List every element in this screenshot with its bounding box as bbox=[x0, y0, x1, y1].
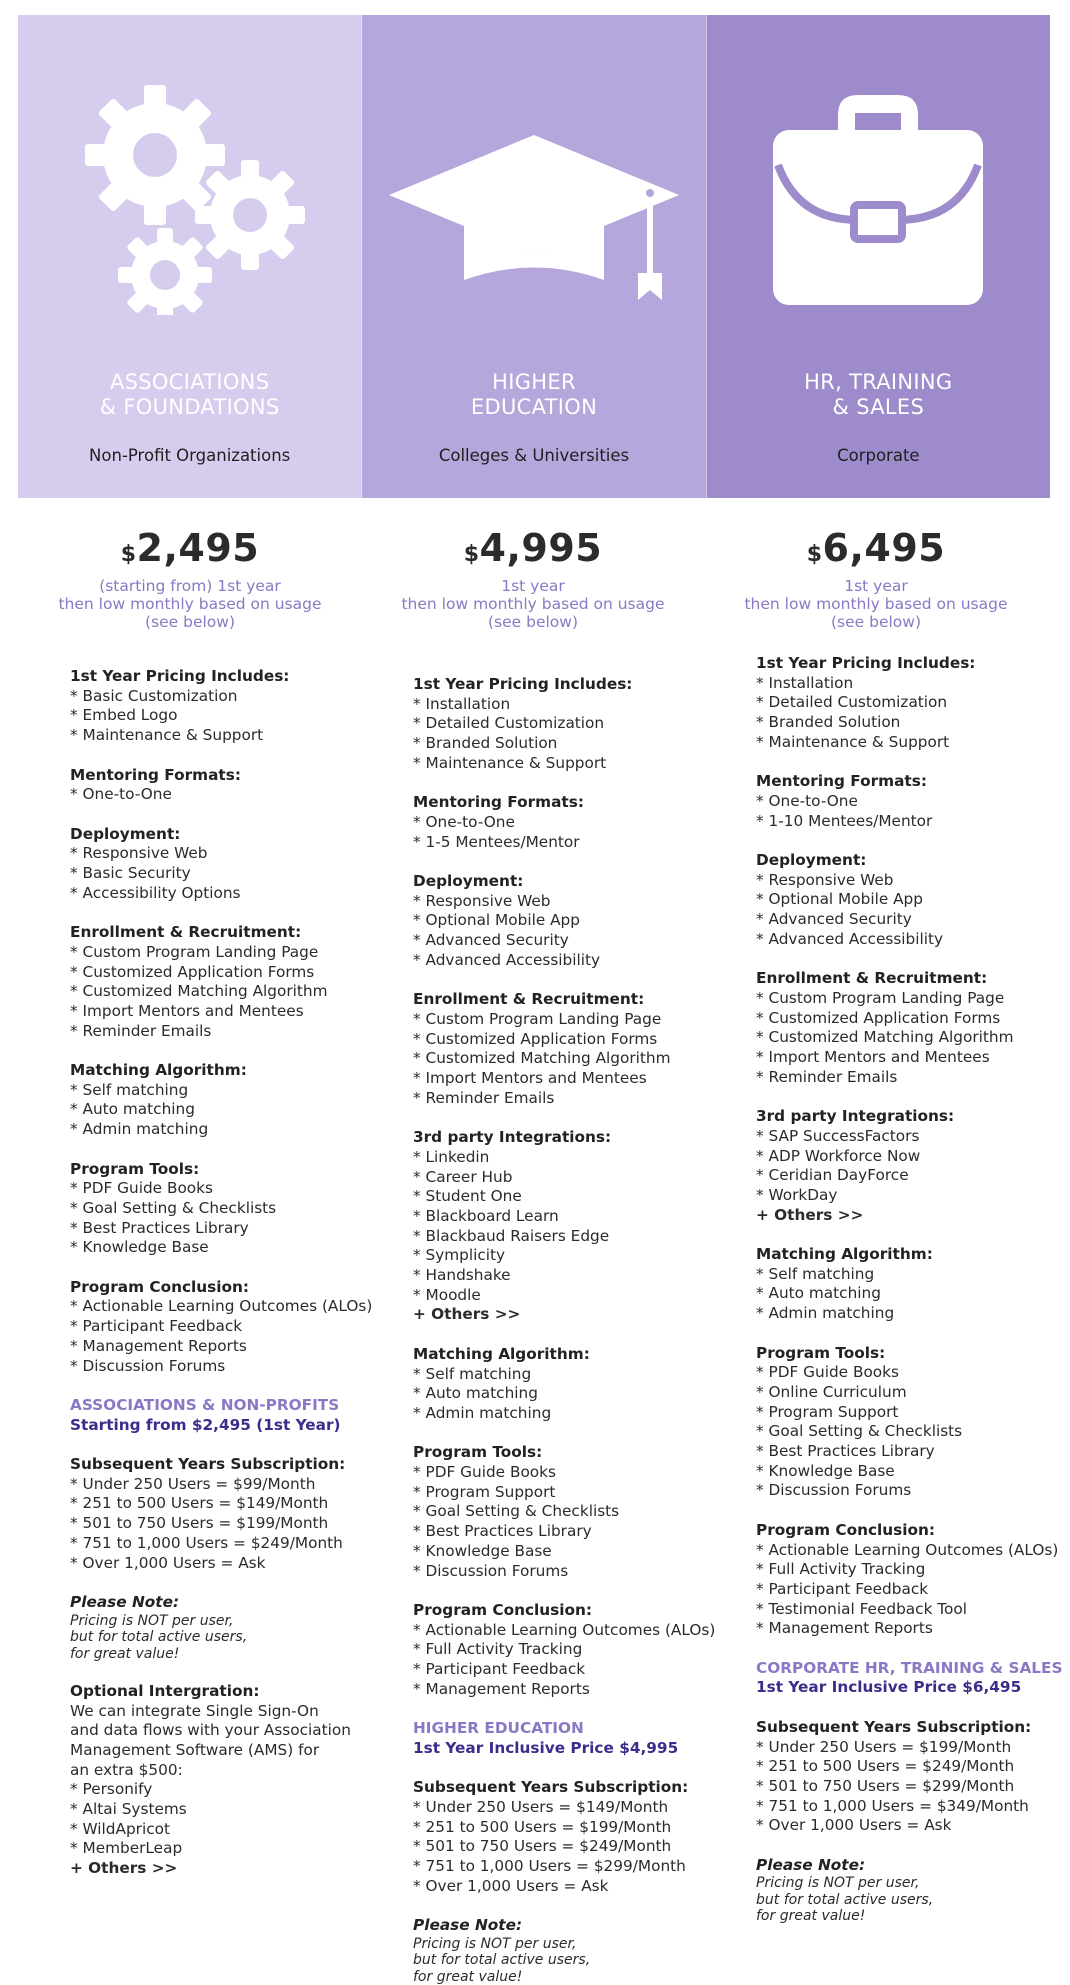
list-item: * Admin matching bbox=[70, 1120, 209, 1139]
list-item: * WorkDay bbox=[756, 1185, 838, 1204]
section-title: Program Conclusion: bbox=[413, 1600, 593, 1619]
list-item: * Blackboard Learn bbox=[413, 1206, 559, 1225]
section-title: Matching Algorithm: bbox=[70, 1061, 247, 1079]
section-title: Subsequent Years Subscription: bbox=[70, 1455, 346, 1473]
list-item: * Actionable Learning Outcomes (ALOs) bbox=[70, 1297, 373, 1316]
list-item: * Custom Program Landing Page bbox=[756, 988, 1005, 1007]
feature-section bbox=[70, 1160, 410, 1259]
list-item: * 251 to 500 Users = $199/Month bbox=[413, 1817, 672, 1836]
list-item: * Testimonial Feedback Tool bbox=[756, 1599, 967, 1618]
hero-title: HIGHER EDUCATION bbox=[470, 370, 598, 419]
list-item: * Auto matching bbox=[413, 1384, 538, 1403]
list-item: * Advanced Accessibility bbox=[413, 950, 601, 969]
list-item: * Goal Setting & Checklists bbox=[756, 1422, 963, 1441]
list-item: * Student One bbox=[413, 1187, 522, 1206]
list-item: * Actionable Learning Outcomes (ALOs) bbox=[756, 1540, 1059, 1559]
list-item: * Management Reports bbox=[413, 1679, 590, 1698]
list-item: * 251 to 500 Users = $149/Month bbox=[70, 1494, 329, 1513]
list-item: * PDF Guide Books bbox=[70, 1179, 213, 1198]
list-item: * Custom Program Landing Page bbox=[413, 1009, 662, 1028]
section-title: Subsequent Years Subscription: bbox=[413, 1778, 689, 1797]
list-item: * Maintenance & Support bbox=[756, 732, 950, 751]
feature-section bbox=[756, 969, 1070, 1087]
price-note: (see below) bbox=[487, 613, 578, 631]
list-item: * 1-5 Mentees/Mentor bbox=[413, 832, 580, 851]
list-item: * Optional Mobile App bbox=[413, 911, 580, 930]
pricing-note bbox=[70, 1593, 410, 1662]
section-title: Deployment: bbox=[70, 824, 181, 843]
section-title: Matching Algorithm: bbox=[756, 1245, 933, 1264]
list-item: * 751 to 1,000 Users = $349/Month bbox=[756, 1796, 1029, 1815]
list-item: * Over 1,000 Users = Ask bbox=[756, 1816, 952, 1835]
list-item: * Best Practices Library bbox=[756, 1442, 935, 1461]
list-item: * Customized Application Forms bbox=[756, 1008, 1001, 1027]
list-item: * Responsive Web bbox=[756, 870, 894, 889]
feature-section bbox=[70, 1278, 410, 1377]
feature-section bbox=[413, 872, 753, 971]
list-item: * Online Curriculum bbox=[756, 1382, 907, 1401]
price: $4,995 bbox=[463, 526, 603, 570]
list-item: * PDF Guide Books bbox=[413, 1463, 556, 1482]
list-item: * 501 to 750 Users = $249/Month bbox=[413, 1837, 672, 1856]
note-line: for great value! bbox=[70, 1645, 180, 1662]
list-item: * MemberLeap bbox=[70, 1839, 183, 1858]
hero-corporate bbox=[707, 15, 1050, 498]
list-item: * ADP Workforce Now bbox=[756, 1146, 921, 1165]
price-note: (see below) bbox=[830, 613, 921, 631]
list-item: * Participant Feedback bbox=[756, 1579, 929, 1598]
list-item: * Auto matching bbox=[70, 1100, 195, 1119]
note-title: Please Note: bbox=[70, 1592, 180, 1611]
price-note: (see below) bbox=[144, 613, 235, 631]
note-line: Pricing is NOT per user, bbox=[756, 1875, 920, 1892]
others-link[interactable]: + Others >> bbox=[756, 1205, 864, 1224]
section-title: Matching Algorithm: bbox=[413, 1344, 590, 1363]
list-item: * Auto matching bbox=[756, 1284, 881, 1303]
feature-section bbox=[413, 1345, 753, 1424]
list-item: * Knowledge Base bbox=[756, 1461, 895, 1480]
section-title: Optional Intergration: bbox=[70, 1681, 260, 1700]
list-item: * Best Practices Library bbox=[70, 1218, 249, 1237]
hero-band bbox=[18, 15, 1050, 498]
list-item: * Management Reports bbox=[70, 1336, 247, 1355]
list-item: * Self matching bbox=[413, 1364, 532, 1383]
others-link[interactable]: + Others >> bbox=[70, 1859, 178, 1878]
list-item: * Installation bbox=[413, 694, 511, 713]
plan-highlight-title: HIGHER EDUCATION bbox=[413, 1719, 584, 1738]
list-item: * Accessibility Options bbox=[70, 883, 241, 902]
list-item: * Over 1,000 Users = Ask bbox=[413, 1876, 609, 1895]
section-title: 1st Year Pricing Includes: bbox=[756, 654, 976, 672]
list-item: * Full Activity Tracking bbox=[413, 1640, 583, 1659]
list-item: * Blackbaud Raisers Edge bbox=[413, 1226, 610, 1245]
list-item: * 1-10 Mentees/Mentor bbox=[756, 811, 933, 830]
list-item: * Detailed Customization bbox=[413, 714, 605, 733]
hero-title: HR, TRAINING & SALES bbox=[804, 370, 953, 419]
section-title: Mentoring Formats: bbox=[413, 793, 584, 812]
list-item: * Knowledge Base bbox=[413, 1541, 552, 1560]
list-item: * Installation bbox=[756, 673, 854, 692]
list-item: * Ceridian DayForce bbox=[756, 1166, 909, 1185]
list-item: * Maintenance & Support bbox=[70, 726, 264, 745]
list-item: * Responsive Web bbox=[413, 891, 551, 910]
graduation-cap-icon bbox=[362, 75, 705, 315]
note-line: but for total active users, bbox=[756, 1891, 934, 1908]
list-item: * Customized Matching Algorithm bbox=[756, 1028, 1014, 1047]
feature-section bbox=[756, 1344, 1070, 1502]
list-item: * 251 to 500 Users = $249/Month bbox=[756, 1757, 1015, 1776]
list-item: * Customized Matching Algorithm bbox=[413, 1049, 671, 1068]
list-item: * Advanced Security bbox=[413, 931, 569, 950]
list-item: * Symplicity bbox=[413, 1246, 506, 1265]
list-item: * 751 to 1,000 Users = $299/Month bbox=[413, 1857, 686, 1876]
section-title: Mentoring Formats: bbox=[70, 765, 241, 784]
list-item: * Best Practices Library bbox=[413, 1522, 592, 1541]
list-item: * Import Mentors and Mentees bbox=[756, 1048, 990, 1067]
list-item: * Management Reports bbox=[756, 1619, 933, 1638]
list-item: * One-to-One bbox=[70, 785, 172, 804]
list-item: * Basic Customization bbox=[70, 686, 238, 705]
feature-section bbox=[756, 851, 1070, 950]
list-item: * Altai Systems bbox=[70, 1800, 187, 1819]
list-item: * Participant Feedback bbox=[413, 1660, 586, 1679]
list-item: * One-to-One bbox=[413, 812, 515, 831]
note-line: for great value! bbox=[756, 1908, 866, 1925]
list-item: * Custom Program Landing Page bbox=[70, 942, 319, 961]
list-item: * Discussion Forums bbox=[756, 1481, 912, 1500]
section-title: Enrollment & Recruitment: bbox=[413, 990, 645, 1009]
list-item: * Goal Setting & Checklists bbox=[413, 1502, 620, 1521]
list-item: * 501 to 750 Users = $199/Month bbox=[70, 1514, 329, 1533]
section-title: Mentoring Formats: bbox=[756, 772, 927, 791]
plan-highlight bbox=[413, 1719, 753, 1758]
list-item: * Goal Setting & Checklists bbox=[70, 1198, 277, 1217]
feature-section bbox=[413, 1443, 753, 1581]
list-item: * 751 to 1,000 Users = $249/Month bbox=[70, 1533, 343, 1552]
section-title: Enrollment & Recruitment: bbox=[756, 969, 988, 988]
feature-section bbox=[756, 654, 1070, 753]
list-item: * Branded Solution bbox=[756, 713, 901, 732]
list-item: * Knowledge Base bbox=[70, 1238, 209, 1257]
list-item: * Reminder Emails bbox=[70, 1021, 212, 1040]
hero-subtitle: Non-Profit Organizations bbox=[89, 446, 291, 465]
list-item: * One-to-One bbox=[756, 791, 858, 810]
list-item: * Over 1,000 Users = Ask bbox=[70, 1553, 266, 1572]
text-line: We can integrate Single Sign-On bbox=[70, 1701, 319, 1720]
list-item: * Moodle bbox=[413, 1285, 481, 1304]
list-item: * Maintenance & Support bbox=[413, 753, 607, 772]
note-line: but for total active users, bbox=[413, 1952, 591, 1969]
note-line: for great value! bbox=[413, 1968, 523, 1985]
list-item: * Reminder Emails bbox=[756, 1067, 898, 1086]
list-item: * Under 250 Users = $199/Month bbox=[756, 1737, 1012, 1756]
list-item: * 501 to 750 Users = $299/Month bbox=[756, 1776, 1015, 1795]
feature-section bbox=[756, 1107, 1070, 1225]
section-title: Program Tools: bbox=[756, 1343, 886, 1362]
text-line: Management Software (AMS) for bbox=[70, 1740, 320, 1759]
hero-associations bbox=[18, 15, 362, 498]
pricing-note bbox=[413, 1916, 753, 1985]
plan-highlight-price: 1st Year Inclusive Price $4,995 bbox=[413, 1738, 679, 1757]
section-title: Program Conclusion: bbox=[756, 1520, 936, 1539]
list-item: * Discussion Forums bbox=[413, 1561, 569, 1580]
list-item: * Under 250 Users = $149/Month bbox=[413, 1797, 669, 1816]
plan-highlight bbox=[756, 1659, 1070, 1698]
list-item: * Customized Application Forms bbox=[70, 962, 315, 981]
feature-section bbox=[756, 1245, 1070, 1324]
feature-section bbox=[70, 1061, 410, 1140]
subscription-section bbox=[413, 1778, 753, 1896]
subscription-section bbox=[756, 1718, 1070, 1836]
list-item: * Linkedin bbox=[413, 1147, 490, 1166]
list-item: * Reminder Emails bbox=[413, 1088, 555, 1107]
list-item: * Personify bbox=[70, 1780, 153, 1799]
price-header-associations bbox=[25, 526, 355, 631]
section-title: Deployment: bbox=[756, 851, 867, 869]
price: $6,495 bbox=[806, 526, 946, 570]
note-line: but for total active users, bbox=[70, 1629, 248, 1646]
price: $2,495 bbox=[120, 526, 260, 570]
price-note: 1st year bbox=[844, 577, 908, 595]
price-note: 1st year bbox=[501, 577, 565, 595]
details-associations bbox=[70, 667, 410, 1899]
feature-section bbox=[413, 990, 753, 1108]
hero-title: ASSOCIATIONS & FOUNDATIONS bbox=[99, 370, 280, 419]
section-title: Deployment: bbox=[413, 872, 524, 890]
list-item: * Actionable Learning Outcomes (ALOs) bbox=[413, 1620, 716, 1639]
list-item: * Customized Application Forms bbox=[413, 1029, 658, 1048]
plan-highlight-price: Starting from $2,495 (1st Year) bbox=[70, 1415, 341, 1434]
briefcase-icon bbox=[707, 75, 1050, 315]
feature-section bbox=[70, 667, 410, 746]
list-item: * Program Support bbox=[756, 1402, 899, 1421]
list-item: * Self matching bbox=[70, 1080, 189, 1099]
list-item: * Basic Security bbox=[70, 864, 191, 882]
text-line: an extra $500: bbox=[70, 1760, 183, 1779]
others-link[interactable]: + Others >> bbox=[413, 1305, 521, 1324]
note-title: Please Note: bbox=[413, 1916, 523, 1935]
list-item: * Detailed Customization bbox=[756, 693, 948, 712]
plan-highlight bbox=[70, 1396, 410, 1435]
list-item: * Participant Feedback bbox=[70, 1317, 243, 1336]
note-title: Please Note: bbox=[756, 1855, 866, 1874]
plan-highlight-title: CORPORATE HR, TRAINING & SALES bbox=[756, 1658, 1063, 1677]
section-title: 1st Year Pricing Includes: bbox=[413, 675, 633, 693]
list-item: * Advanced Security bbox=[756, 910, 912, 929]
feature-section bbox=[413, 1601, 753, 1700]
feature-section bbox=[413, 675, 753, 774]
hero-higher-education bbox=[362, 15, 706, 498]
list-item: * Program Support bbox=[413, 1482, 556, 1501]
details-higher-education bbox=[413, 675, 753, 1985]
list-item: * PDF Guide Books bbox=[756, 1363, 899, 1382]
hero-subtitle: Colleges & Universities bbox=[438, 446, 630, 465]
list-item: * Handshake bbox=[413, 1266, 511, 1285]
list-item: * SAP SuccessFactors bbox=[756, 1126, 920, 1145]
section-title: 3rd party Integrations: bbox=[756, 1107, 955, 1126]
section-title: Program Tools: bbox=[70, 1159, 200, 1178]
feature-section bbox=[70, 825, 410, 904]
section-title: 3rd party Integrations: bbox=[413, 1128, 612, 1147]
feature-section bbox=[756, 772, 1070, 831]
list-item: * Under 250 Users = $99/Month bbox=[70, 1474, 316, 1493]
plan-highlight-title: ASSOCIATIONS & NON-PROFITS bbox=[70, 1395, 340, 1414]
list-item: * Advanced Accessibility bbox=[756, 929, 944, 948]
feature-section bbox=[413, 1128, 753, 1325]
section-title: Program Tools: bbox=[413, 1443, 543, 1462]
list-item: * WildApricot bbox=[70, 1819, 170, 1838]
section-title: Program Conclusion: bbox=[70, 1277, 250, 1296]
feature-section bbox=[70, 923, 410, 1041]
optional-integration bbox=[70, 1682, 410, 1879]
list-item: * Admin matching bbox=[413, 1403, 552, 1422]
list-item: * Admin matching bbox=[756, 1304, 895, 1323]
plan-highlight-price: 1st Year Inclusive Price $6,495 bbox=[756, 1678, 1022, 1697]
section-title: Subsequent Years Subscription: bbox=[756, 1717, 1032, 1736]
text-line: and data flows with your Association bbox=[70, 1721, 351, 1740]
price-note: (starting from) 1st year bbox=[99, 577, 281, 595]
section-title: 1st Year Pricing Includes: bbox=[70, 667, 290, 685]
price-note: then low monthly based on usage bbox=[744, 595, 1008, 613]
list-item: * Embed Logo bbox=[70, 706, 178, 725]
note-line: Pricing is NOT per user, bbox=[70, 1612, 234, 1629]
list-item: * Import Mentors and Mentees bbox=[413, 1069, 647, 1088]
price-header-higher-education bbox=[368, 526, 698, 631]
list-item: * Self matching bbox=[756, 1264, 875, 1283]
list-item: * Career Hub bbox=[413, 1167, 513, 1186]
feature-section bbox=[756, 1521, 1070, 1639]
price-note: then low monthly based on usage bbox=[58, 595, 322, 613]
pricing-note bbox=[756, 1856, 1070, 1925]
subscription-section bbox=[70, 1455, 410, 1573]
list-item: * Full Activity Tracking bbox=[756, 1560, 926, 1579]
list-item: * Branded Solution bbox=[413, 734, 558, 753]
list-item: * Responsive Web bbox=[70, 844, 208, 863]
gears-icon bbox=[18, 75, 361, 315]
section-title: Enrollment & Recruitment: bbox=[70, 923, 302, 942]
list-item: * Import Mentors and Mentees bbox=[70, 1001, 304, 1020]
price-header-corporate bbox=[711, 526, 1041, 631]
list-item: * Optional Mobile App bbox=[756, 890, 923, 909]
feature-section bbox=[70, 766, 410, 805]
list-item: * Customized Matching Algorithm bbox=[70, 982, 328, 1001]
hero-subtitle: Corporate bbox=[837, 446, 920, 465]
note-line: Pricing is NOT per user, bbox=[413, 1935, 577, 1952]
feature-section bbox=[413, 793, 753, 852]
list-item: * Discussion Forums bbox=[70, 1356, 226, 1375]
details-corporate bbox=[756, 654, 1070, 1945]
price-note: then low monthly based on usage bbox=[401, 595, 665, 613]
